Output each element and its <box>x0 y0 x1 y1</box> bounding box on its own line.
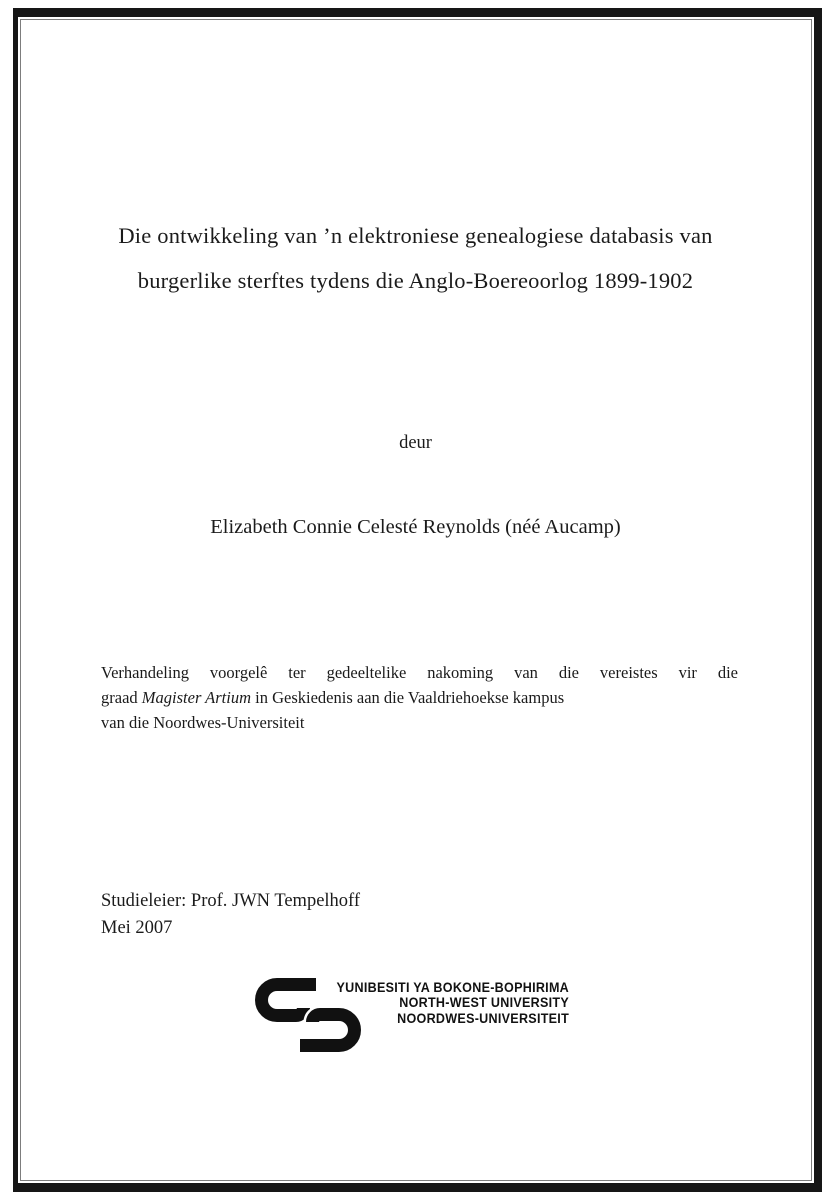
university-wordmark <box>336 980 569 1026</box>
university-name-english: NORTH-WEST UNIVERSITY <box>399 995 569 1011</box>
thesis-title-line2: burgerlike sterftes tydens die Anglo-Boereoorlog 1899-1902 <box>137 268 694 293</box>
byline-label: deur <box>399 433 432 453</box>
submission-line2 <box>101 685 738 710</box>
thesis-title-line1: Die ontwikkeling van ’n elektroniese genealogiese databasis van <box>118 223 713 248</box>
thesis-title <box>0 213 831 303</box>
university-name-setswana: YUNIBESITI YA BOKONE-BOPHIRIMA <box>336 980 569 995</box>
submission-statement <box>101 660 738 735</box>
degree-name: Magister Artium <box>141 688 252 707</box>
submission-line1: Verhandeling voorgelê ter gedeeltelike nakoming van die vereistes vir die <box>101 663 738 682</box>
submission-line3: van die Noordwes-Universiteit <box>101 713 305 732</box>
university-name-afrikaans: NOORDWES-UNIVERSITEIT <box>397 1010 569 1026</box>
submission-line2-suffix: in Geskiedenis aan die Vaaldriehoekse kampus <box>251 688 565 707</box>
date-line: Mei 2007 <box>101 918 173 938</box>
author-name: Elizabeth Connie Celesté Reynolds (néé Aucamp) <box>210 516 621 538</box>
submission-line2-prefix: graad <box>101 688 142 707</box>
supervisor-block <box>101 888 360 942</box>
supervisor-line: Studieleier: Prof. JWN Tempelhoff <box>101 891 361 911</box>
